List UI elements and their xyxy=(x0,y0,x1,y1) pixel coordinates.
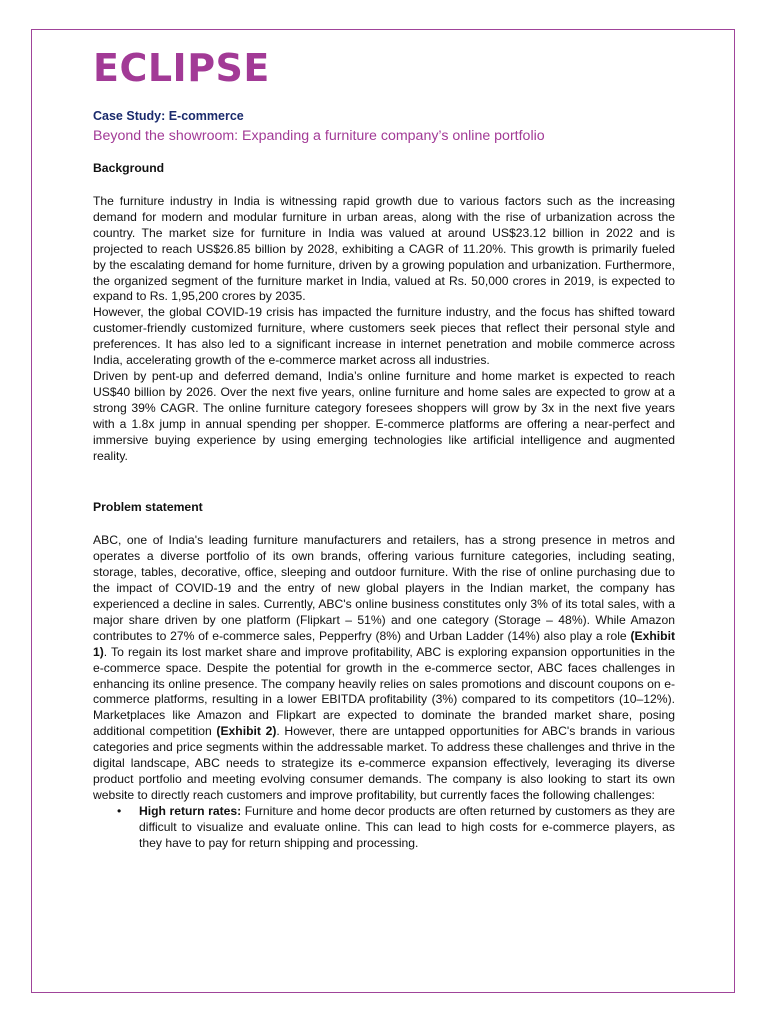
bullet-icon: • xyxy=(117,803,122,818)
background-paragraph-3: Driven by pent-up and deferred demand, India’s online furniture and home market is expected to reach US$40 billion by 2026. Over the next five years, online furniture and home sales are expected to grow at a strong 39% CAGR. The online furniture category foresees shoppers will grow by 3x in the next five years with a 1.8x jump in annual spending per shopper. E-commerce platforms are offering a near-perfect and immersive buying experience by using emerging technologies like artificial intelligence and augmented reality. xyxy=(93,368,675,463)
case-study-title: Beyond the showroom: Expanding a furniture company’s online portfolio xyxy=(93,128,545,144)
eclipse-logo: ECLIPSE xyxy=(93,46,270,90)
exhibit-1-reference: (Exhibit 1) xyxy=(93,628,675,659)
bullet-lead: High return rates: xyxy=(139,803,242,818)
problem-statement-paragraph xyxy=(93,533,675,803)
document-content xyxy=(93,44,675,852)
background-paragraph-2: However, the global COVID-19 crisis has impacted the furniture industry, and the focus has shifted toward customer-friendly customized furniture, where customers seek pieces that reflect their personal style and preferences. It has also led to a significant increase in internet penetration and mobile commerce across India, accelerating growth of the e-commerce market across all industries. xyxy=(93,305,675,368)
case-study-label: Case Study: E-commerce xyxy=(93,109,244,123)
problem-text-part-2: . To regain its lost market share and improve profitability, ABC is exploring expansion opportunities in the e-commerce space. Despite the potential for growth in the e-commerce sector, ABC faces challenges in enhancing its online presence. The company heavily relies on sales promotions and discount coupons on e-commerce platforms, resulting in a lower EBITDA profitability (3%) compared to its competitors (10–12%). Marketplaces like Amazon and Flipkart are expected to dominate the branded market share, posing additional competition xyxy=(93,644,675,739)
bullet-text: Furniture and home decor products are often returned by customers as they are difficult to visualize and evaluate online. This can lead to high costs for e-commerce players, as they have to pay for return shipping and processing. xyxy=(139,803,675,850)
challenges-list xyxy=(93,804,675,852)
problem-text-part-1: ABC, one of India's leading furniture manufacturers and retailers, has a strong presence in metros and operates a diverse portfolio of its own brands, offering various furniture categories, including seating, storage, tables, decorative, office, sleeping and outdoor furniture. With the rise of online purchasing due to the impact of COVID-19 and the entry of new global players in the Indian market, the company has experienced a decline in sales. Currently, ABC's online business constitutes only 3% of its total sales, with a major share driven by one platform (Flipkart – 51%) and one category (Storage – 48%). While Amazon contributes to 27% of e-commerce sales, Pepperfry (8%) and Urban Ladder (14%) also play a role xyxy=(93,533,675,643)
exhibit-2-reference: (Exhibit 2) xyxy=(216,724,277,739)
problem-text-part-3: . However, there are untapped opportunities for ABC's brands in various categories and price segments within the addressable market. To address these challenges and thrive in the digital landscape, ABC needs to strategize its e-commerce expansion effectively, leveraging its diverse product portfolio and meeting evolving consumer demands. The company is also looking to start its own website to directly reach customers and improve profitability, but currently faces the following challenges: xyxy=(93,724,675,802)
problem-statement-heading: Problem statement xyxy=(93,500,203,515)
list-item xyxy=(93,804,675,852)
background-heading: Background xyxy=(93,161,165,175)
background-paragraph-1: The furniture industry in India is witnessing rapid growth due to various factors such as the increasing demand for modern and modular furniture in urban areas, along with the rise of urbanization across the country. The market size for furniture in India was valued at around US$23.12 billion in 2022 and is projected to reach US$26.85 billion by 2028, exhibiting a CAGR of 11.20%. This growth is primarily fueled by the escalating demand for home furniture, driven by a growing population and urbanization. Furthermore, the organized segment of the furniture market in India, valued at Rs. 50,000 crores in 2019, is expected to expand to Rs. 1,95,200 crores by 2035. xyxy=(93,194,675,304)
